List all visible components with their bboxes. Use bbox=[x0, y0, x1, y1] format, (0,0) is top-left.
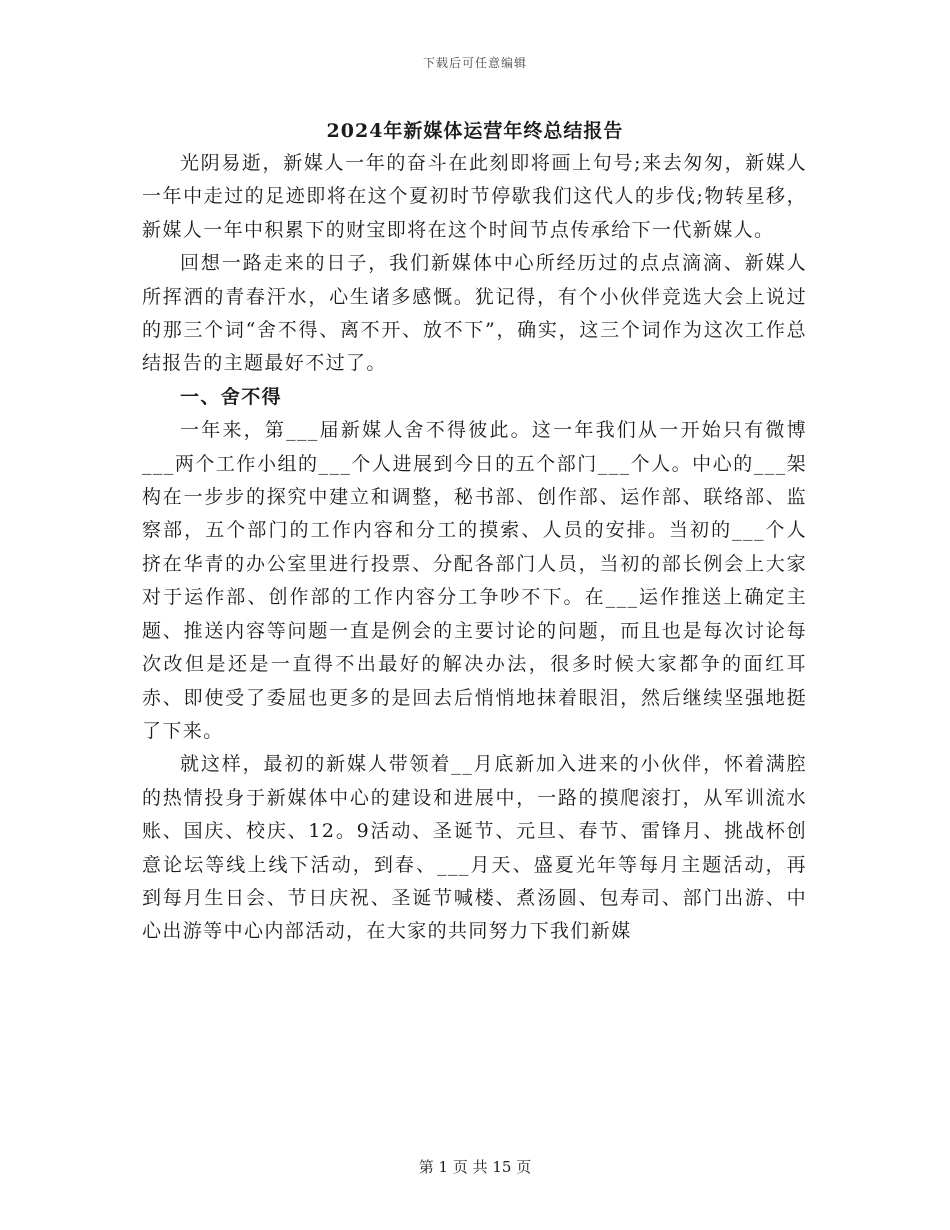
document-title: 2024年新媒体运营年终总结报告 bbox=[326, 120, 624, 142]
section-heading: 一、舍不得 bbox=[180, 385, 283, 408]
section-paragraph-1: 一年来，第___届新媒人舍不得彼此。这一年我们从一开始只有微博___两个工作小组的___个人进展到今日的五个部门___个人。中心的___架构在一步步的探究中建立和调整，秘书部、创作部、运作部、联络部、监察部，五个部门的工作内容和分工的摸索、人员的安排。当初的___个人挤在华青的办公室里进行投票、分配各部门人员，当初的部长例会上大家对于运作部、创作部的工作内容分工争吵不下。在___运作推送上确定主题、推送内容等问题一直是例会的主要讨论的问题，而且也是每次讨论每次改但是还是一直得不出最好的解决办法，很多时候大家都争的面红耳赤、即使受了委屈也更多的是回去后悄悄地抹着眼泪，然后继续坚强地挺了下来。 bbox=[142, 419, 807, 742]
paragraph-1: 光阴易逝，新媒人一年的奋斗在此刻即将画上句号;来去匆匆，新媒人一年中走过的足迹即将在这个夏初时节停歇我们这代人的步伐;物转星移，新媒人一年中积累下的财宝即将在这个时间节点传承给下一代新媒人。 bbox=[142, 152, 807, 241]
paragraph-2: 回想一路走来的日子，我们新媒体中心所经历过的点点滴滴、新媒人所挥洒的青春汗水，心生诸多感慨。犹记得，有个小伙伴竞选大会上说过的那三个词“舍不得、离不开、放不下”，确实，这三个词作为这次工作总结报告的主题最好不过了。 bbox=[142, 252, 807, 375]
header-note: 下载后可任意编辑 bbox=[422, 56, 527, 70]
section-paragraph-2: 就这样，最初的新媒人带领着__月底新加入进来的小伙伴，怀着满腔的热情投身于新媒体中心的建设和进展中，一路的摸爬滚打，从军训流水账、国庆、校庆、12。9活动、圣诞节、元旦、春节、雷锋月、挑战杯创意论坛等线上线下活动，到春、___月天、盛夏光年等每月主题活动，再到每月生日会、节日庆祝、圣诞节喊楼、煮汤圆、包寿司、部门出游、中心出游等中心内部活动，在大家的共同努力下我们新媒 bbox=[142, 753, 807, 943]
document-body bbox=[142, 147, 807, 949]
page-number-footer: 第 1 页 共 15 页 bbox=[418, 1158, 532, 1176]
